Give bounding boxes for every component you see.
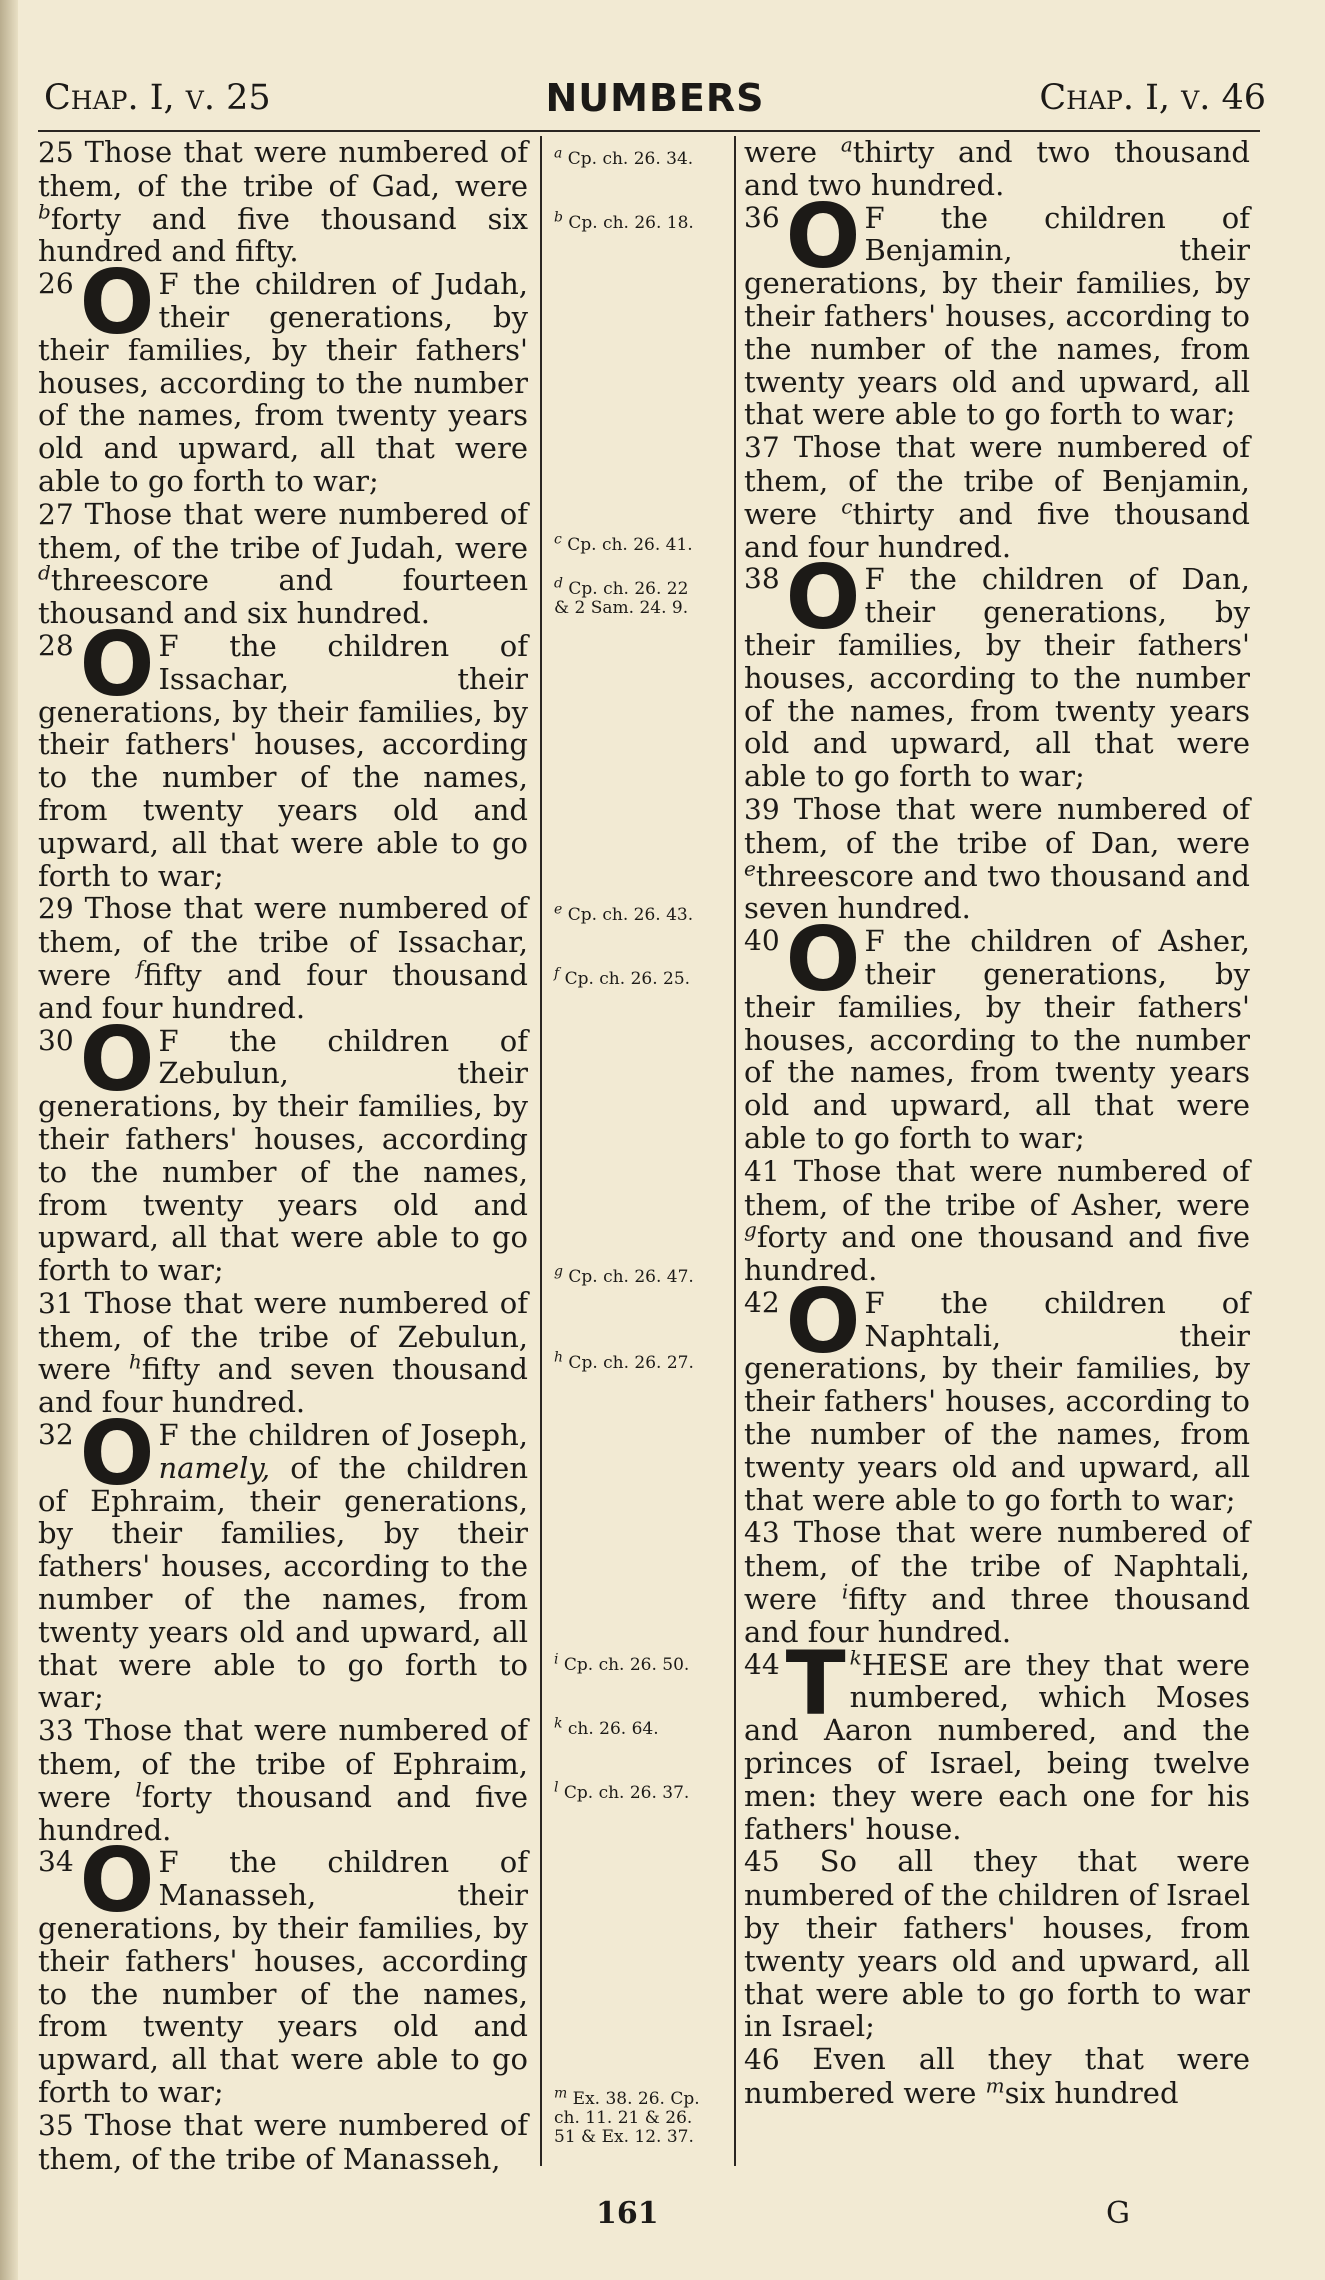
verse-text: Those that were numbered of them, of the tribe of Dan, were bbox=[744, 791, 1251, 860]
verse bbox=[38, 1402, 528, 1715]
verse bbox=[744, 431, 1250, 563]
margin-note-label: l bbox=[554, 1779, 559, 1796]
footnote-marker: b bbox=[38, 198, 51, 223]
margin-note-label: h bbox=[554, 1349, 564, 1366]
header-right-reference: Chap. I, v. 46 bbox=[1039, 78, 1266, 118]
margin-note-label: f bbox=[554, 965, 560, 982]
printer-signature: G bbox=[1106, 2196, 1130, 2231]
verse-number: 28 bbox=[38, 628, 74, 662]
margin-note-label: m bbox=[554, 2085, 568, 2102]
verse-number: 38 bbox=[744, 562, 780, 596]
margin-note-text: Cp. ch. 26. 37. bbox=[558, 1783, 690, 1803]
drop-cap: O bbox=[785, 546, 861, 650]
drop-cap: O bbox=[79, 1402, 155, 1506]
verse bbox=[744, 2043, 1250, 2110]
verse-text: fifty and four thousand and four hundred. bbox=[38, 957, 528, 1025]
verse bbox=[744, 1155, 1250, 1287]
verse-number: 36 bbox=[744, 200, 780, 234]
right-text-column bbox=[744, 132, 1251, 2111]
verse-number: 39 bbox=[744, 792, 794, 826]
footnote-marker: g bbox=[744, 1217, 757, 1242]
margin-note bbox=[554, 2085, 704, 2147]
margin-note bbox=[554, 531, 693, 555]
small-caps-text: HESE bbox=[861, 1647, 950, 1682]
verse-text: Those that were numbered of them, of the tribe of Naphtali, were bbox=[744, 1515, 1251, 1617]
footnote-marker: e bbox=[744, 855, 756, 880]
margin-note bbox=[554, 1715, 659, 1739]
verse-text: Those that were numbered of them, of the tribe of Gad, were bbox=[38, 135, 529, 203]
verse-text: forty and five thousand six hundred and fifty. bbox=[38, 201, 528, 269]
verse bbox=[744, 1631, 1250, 1846]
verse-text: F the children of Dan, their generations, by their families, by their fathers' houses, according to the number of the names, from twenty years old and upward, all that were able to go forth to war; bbox=[744, 562, 1250, 794]
verse-text: F the children of Judah, their generations, by their families, by their fathers' houses, according to the number of the names, from twenty years old and upward, all that were able to go forth to war; bbox=[38, 267, 528, 498]
verse-text: Those that were numbered of them, of the tribe of Zebulun, were bbox=[38, 1285, 529, 1387]
verse bbox=[38, 1007, 528, 1288]
verse-number: 42 bbox=[744, 1285, 780, 1319]
verse-text: F the children of Joseph, bbox=[158, 1418, 528, 1453]
header-left-reference: Chap. I, v. 25 bbox=[44, 78, 271, 118]
margin-note-text: Cp. ch. 26. 27. bbox=[563, 1353, 694, 1373]
footnote-marker: a bbox=[840, 132, 853, 157]
verse-number: 33 bbox=[38, 1714, 85, 1748]
page-binding-edge bbox=[0, 0, 18, 2280]
footnote-marker: m bbox=[985, 2073, 1005, 2098]
book-title: NUMBERS bbox=[545, 76, 765, 120]
verse-number: 41 bbox=[744, 1154, 794, 1188]
column-divider-left bbox=[540, 136, 542, 2166]
footnote-marker: d bbox=[38, 560, 51, 585]
drop-cap: O bbox=[79, 612, 155, 716]
verse bbox=[744, 132, 1250, 202]
verse-number: 40 bbox=[744, 924, 780, 958]
verse-text: So all they that were numbered of the children of Israel by their fathers' houses, from twenty years old and upward, all that were able to go forth to war in Israel; bbox=[744, 1844, 1251, 2044]
verse-text: thirty and five thousand and four hundred. bbox=[744, 496, 1250, 564]
verse bbox=[744, 1845, 1250, 2043]
verse-number: 27 bbox=[38, 497, 85, 531]
verse-text: Those that were numbered of them, of the tribe of Ephraim, were bbox=[38, 1713, 529, 1814]
margin-note-label: a bbox=[554, 145, 563, 162]
margin-note-label: g bbox=[554, 1263, 563, 1280]
verse-number: 35 bbox=[38, 2108, 85, 2142]
verse-number: 30 bbox=[38, 1023, 74, 1057]
verse-text: F the children of Benjamin, their generations, by their families, by their fathers' houses, according to the number of the names, from twenty years old and upward, all that were able to go forth to war; bbox=[744, 200, 1250, 432]
verse bbox=[744, 908, 1250, 1155]
footnote-marker: l bbox=[135, 1777, 142, 1802]
drop-cap: O bbox=[785, 184, 861, 288]
verse-number: 44 bbox=[744, 1647, 780, 1681]
italic-text: namely, bbox=[158, 1450, 271, 1485]
verse-text: Those that were numbered of them, of the tribe of Benjamin, were bbox=[744, 430, 1251, 531]
drop-cap: T bbox=[785, 1631, 846, 1735]
margin-note bbox=[554, 1651, 690, 1675]
drop-cap: O bbox=[79, 251, 155, 355]
margin-note-label: d bbox=[554, 575, 563, 592]
margin-note-text: Cp. ch. 26. 47. bbox=[562, 1267, 694, 1287]
verse-number: 31 bbox=[38, 1286, 85, 1320]
verse-number: 45 bbox=[744, 1845, 820, 1879]
verse-text: fifty and seven thousand and four hundred. bbox=[38, 1352, 528, 1420]
verse-number: 32 bbox=[38, 1418, 74, 1452]
verse-number: 43 bbox=[744, 1516, 794, 1550]
margin-note bbox=[554, 575, 704, 618]
verse bbox=[744, 184, 1250, 432]
verse-text: six hundred bbox=[1004, 2076, 1179, 2111]
margin-note bbox=[554, 1263, 694, 1287]
verse bbox=[38, 1287, 528, 1419]
verse bbox=[38, 1714, 528, 1846]
margin-note-label: k bbox=[554, 1715, 563, 1732]
margin-note bbox=[554, 901, 694, 925]
margin-note-text: Cp. ch. 26. 43. bbox=[562, 905, 694, 925]
verse bbox=[744, 1269, 1250, 1517]
margin-note-label: b bbox=[554, 209, 563, 226]
verse bbox=[744, 793, 1250, 925]
verse-text: Those that were numbered of them, of the tribe of Asher, were bbox=[744, 1153, 1251, 1222]
verse-text: F the children of Zebulun, their generations, by their families, by their fathers' houses, according to the number of the names, from twenty years old and upward, all that were able to go forth to war; bbox=[38, 1023, 528, 1288]
verse bbox=[744, 546, 1250, 794]
verse bbox=[38, 1829, 528, 2110]
verse-number: 34 bbox=[38, 1845, 74, 1879]
margin-note bbox=[554, 965, 691, 989]
verse bbox=[38, 2109, 528, 2176]
verse bbox=[38, 251, 528, 498]
footnote-marker: k bbox=[849, 1645, 862, 1669]
margin-note-text: Cp. ch. 26. 41. bbox=[561, 535, 693, 555]
page-number: 161 bbox=[596, 2196, 659, 2231]
verse-text: F the children of Naphtali, their generations, by their families, by their fathers' houses, according to the number of the names, from twenty years old and upward, all that were able to go forth to war; bbox=[744, 1285, 1250, 1517]
margin-note-text: Cp. ch. 26. 18. bbox=[562, 213, 694, 233]
verse-number: 37 bbox=[744, 431, 794, 465]
margin-note bbox=[554, 145, 694, 169]
margin-note-label: c bbox=[554, 531, 562, 548]
margin-note-text: ch. 26. 64. bbox=[562, 1719, 659, 1739]
margin-note bbox=[554, 1779, 690, 1803]
cross-reference-margin bbox=[548, 136, 728, 2176]
verse bbox=[744, 1516, 1250, 1648]
verse-text: F the children of Issachar, their generations, by their families, by their fathers' houses, according to the number of the names, from twenty years old and upward, all that were able to go forth to war; bbox=[38, 628, 528, 893]
verse-text: thirty and two thousand and two hundred. bbox=[744, 135, 1250, 202]
verse-text: F the children of Manasseh, their generations, by their families, by their fathers' houses, according to the number of the names, from twenty years old and upward, all that were able to go forth to war; bbox=[38, 1845, 528, 2110]
drop-cap: O bbox=[79, 1829, 155, 1933]
verse-number: 29 bbox=[38, 892, 85, 926]
verse bbox=[38, 612, 528, 893]
verse-number: 26 bbox=[38, 267, 74, 301]
verse-text: Even all they that were numbered were bbox=[744, 2042, 1251, 2111]
verse-number: 46 bbox=[744, 2043, 813, 2077]
verse-text: threescore and two thousand and seven hundred. bbox=[744, 858, 1250, 926]
margin-note-text: Cp. ch. 26. 25. bbox=[559, 969, 691, 989]
verse-text: Those that were numbered of them, of the tribe of Judah, were bbox=[38, 496, 529, 565]
verse-text: forty and one thousand and five hundred. bbox=[744, 1220, 1250, 1288]
drop-cap: O bbox=[79, 1007, 155, 1111]
footnote-marker: f bbox=[136, 955, 144, 980]
verse-text: were bbox=[744, 135, 841, 169]
verse-text: fifty and three thousand and four hundred. bbox=[744, 1582, 1251, 1649]
verse-text: forty thousand and five hundred. bbox=[38, 1779, 528, 1847]
footnote-marker: i bbox=[841, 1579, 849, 1604]
running-header bbox=[44, 72, 1266, 128]
margin-note-text: Ex. 38. 26. Cp. ch. 11. 21 & 26. 51 & Ex. 12. 37. bbox=[554, 2089, 700, 2147]
drop-cap: O bbox=[785, 908, 861, 1012]
footnote-marker: c bbox=[841, 494, 853, 519]
column-divider-right bbox=[734, 136, 736, 2166]
margin-note-text: Cp. ch. 26. 34. bbox=[562, 149, 694, 169]
footnote-marker: h bbox=[128, 1349, 142, 1374]
margin-note-label: i bbox=[554, 1651, 559, 1668]
verse bbox=[38, 892, 528, 1024]
verse bbox=[38, 498, 528, 630]
verse-text: F the children of Asher, their generations, by their families, by their fathers' houses, according to the number of the names, from twenty years old and upward, all that were able to go forth to war; bbox=[744, 924, 1250, 1155]
verse-text: are they that were numbered, which Moses and Aaron numbered, and the princes of Israel, being twelve men: they were each one for his fathers' house. bbox=[744, 1647, 1250, 1846]
drop-cap: O bbox=[785, 1269, 861, 1373]
verse-number: 25 bbox=[38, 136, 85, 169]
verse-text: Those that were numbered of them, of the tribe of Manasseh, bbox=[38, 2107, 529, 2176]
margin-note-label: e bbox=[554, 901, 563, 918]
verse-text: of the children of Ephraim, their generations, by their families, by their fathers' houses, according to the number of the names, from twenty years old and upward, all that were able to go forth to war; bbox=[38, 1450, 528, 1715]
header-rule bbox=[38, 130, 1260, 132]
margin-note bbox=[554, 209, 694, 233]
verse bbox=[38, 136, 528, 268]
left-text-column bbox=[38, 136, 528, 2175]
margin-note-text: Cp. ch. 26. 50. bbox=[558, 1655, 690, 1675]
margin-note bbox=[554, 1349, 694, 1373]
margin-note-text: Cp. ch. 26. 22 & 2 Sam. 24. 9. bbox=[554, 579, 689, 618]
verse-text: Those that were numbered of them, of the tribe of Issachar, were bbox=[38, 891, 529, 992]
verse-text: threescore and fourteen thousand and six hundred. bbox=[38, 563, 528, 631]
